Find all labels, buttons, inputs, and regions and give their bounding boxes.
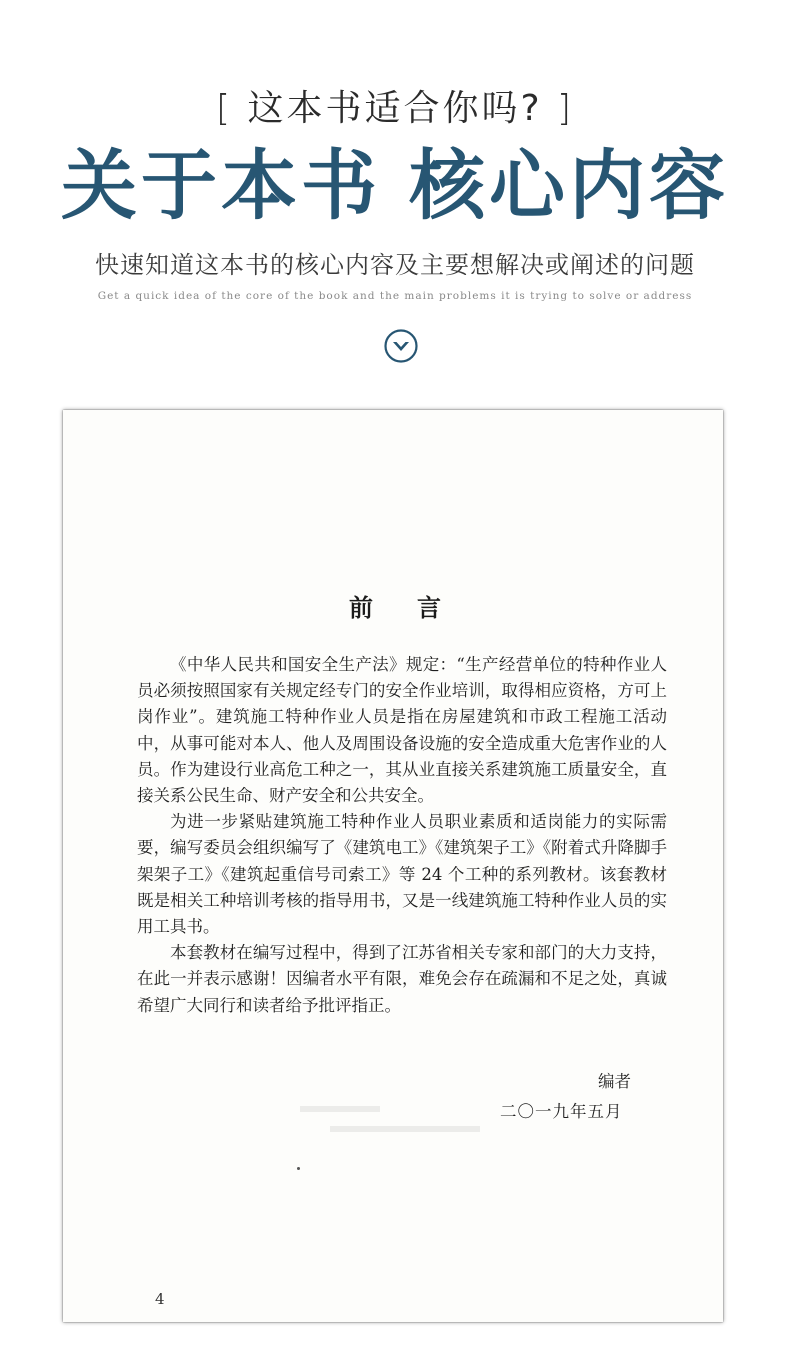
chevron-down-circle-icon[interactable] <box>383 328 419 364</box>
headline-part-1: 关于本书 <box>61 141 381 230</box>
preface-paragraph: 本套教材在编写过程中，得到了江苏省相关专家和部门的大力支持，在此一并表示感谢！因编者水平有限，难免会存在疏漏和不足之处，真诚希望广大同行和读者给予批评指正。 <box>137 943 667 1015</box>
kicker-line <box>0 80 790 131</box>
paper-speck <box>297 1167 300 1170</box>
headline-part-2: 核心内容 <box>409 141 729 230</box>
preface-title: 前言 <box>349 593 485 622</box>
kicker-text: 这本书适合你吗? <box>247 88 543 129</box>
date: 二〇一九年五月 <box>500 1102 623 1121</box>
intro-banner <box>0 0 790 395</box>
faint-bleed-through <box>300 1100 490 1140</box>
preface-body <box>137 652 667 1019</box>
signature: 编者 <box>598 1072 631 1091</box>
subtitle-english: Get a quick idea of the core of the book and the main problems it is trying to solve or address <box>97 290 693 302</box>
left-bracket: [ <box>215 88 233 129</box>
page-number: 4 <box>155 1290 165 1308</box>
right-bracket: ] <box>557 88 575 129</box>
preface-paragraph: 《中华人民共和国安全生产法》规定：“生产经营单位的特种作业人员必须按照国家有关规定经专门的安全作业培训，取得相应资格，方可上岗作业”。建筑施工特种作业人员是指在房屋建筑和市政工程施工活动中，从事可能对本人、他人及周围设备设施的安全造成重大危害作业的人员。作为建设行业高危工种之一，其从业直接关系建筑施工质量安全，直接关系公民生命、财产安全和公共安全。 <box>137 655 667 806</box>
subtitle-chinese: 快速知道这本书的核心内容及主要想解决或阐述的问题 <box>95 251 695 279</box>
headline <box>0 138 790 234</box>
preface-paragraph: 为进一步紧贴建筑施工特种作业人员职业素质和适岗能力的实际需要，编写委员会组织编写了《建筑电工》《建筑架子工》《附着式升降脚手架架子工》《建筑起重信号司索工》等 24 个工种的系列教材。该套教材既是相关工种培训考核的指导用书，又是一线建筑施工特种作业人员的实用工具书。 <box>137 812 667 937</box>
